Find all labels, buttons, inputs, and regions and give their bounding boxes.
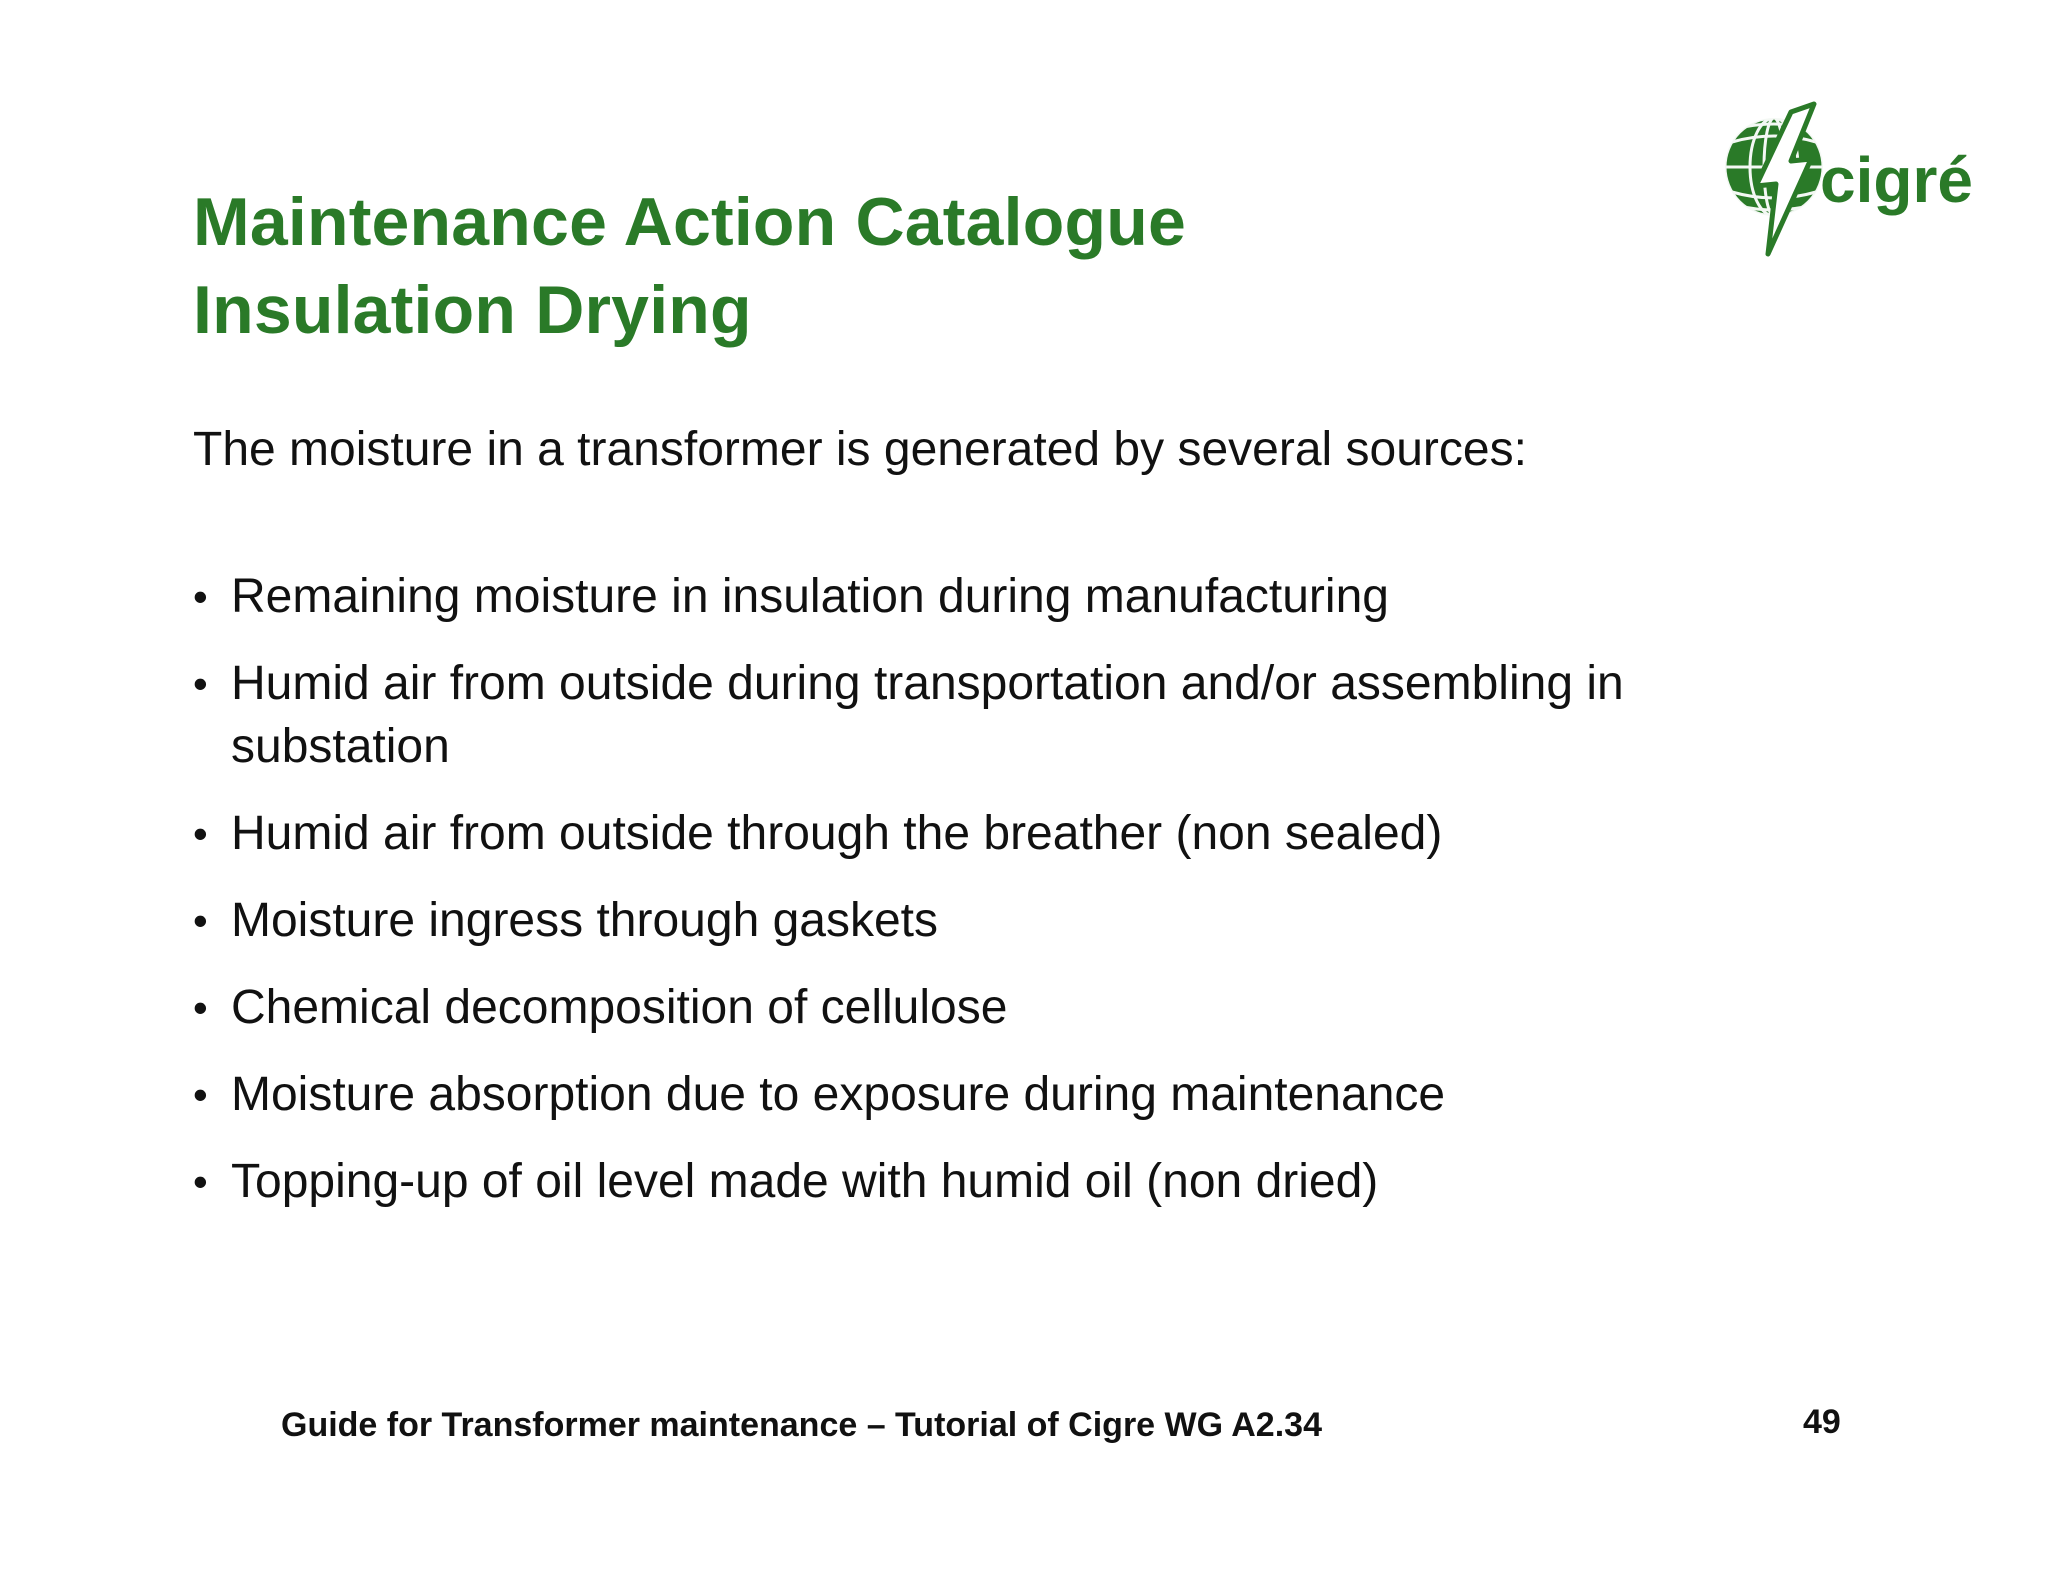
bullet-icon: • xyxy=(193,573,208,620)
bullet-item-6 xyxy=(193,1063,1793,1126)
slide-title xyxy=(193,178,1186,354)
cigre-logo xyxy=(1708,100,1978,262)
bullet-list xyxy=(193,565,1793,1237)
bullet-item-4 xyxy=(193,889,1793,952)
bullet-text-5: Chemical decomposition of cellulose xyxy=(231,981,1008,1034)
bullet-icon: • xyxy=(193,897,208,944)
slide-title-line-1: Maintenance Action Catalogue xyxy=(193,184,1186,260)
footer-text: Guide for Transformer maintenance – Tutorial of Cigre WG A2.34 xyxy=(281,1406,1322,1444)
bullet-text-7: Topping-up of oil level made with humid oil (non dried) xyxy=(231,1155,1379,1208)
bullet-icon: • xyxy=(193,1071,208,1118)
bullet-icon: • xyxy=(193,984,208,1031)
bullet-item-2 xyxy=(193,652,1793,778)
bullet-text-3: Humid air from outside through the breather (non sealed) xyxy=(231,807,1443,860)
cigre-logo-text: cigré xyxy=(1820,144,1973,216)
bullet-icon: • xyxy=(193,660,208,707)
bullet-icon: • xyxy=(193,1158,208,1205)
bullet-item-7 xyxy=(193,1150,1793,1213)
bullet-text-6: Moisture absorption due to exposure during maintenance xyxy=(231,1068,1446,1121)
bullet-item-1 xyxy=(193,565,1793,628)
intro-text: The moisture in a transformer is generated by several sources: xyxy=(193,423,1527,476)
bullet-text-4: Moisture ingress through gaskets xyxy=(231,894,939,947)
bullet-text-2: Humid air from outside during transportation and/or assembling in substation xyxy=(231,657,1624,773)
bullet-item-5 xyxy=(193,976,1793,1039)
bullet-item-3 xyxy=(193,802,1793,865)
bullet-text-1: Remaining moisture in insulation during manufacturing xyxy=(231,570,1389,623)
slide-title-line-2: Insulation Drying xyxy=(193,272,752,348)
bullet-icon: • xyxy=(193,810,208,857)
page-number: 49 xyxy=(1803,1403,1841,1441)
